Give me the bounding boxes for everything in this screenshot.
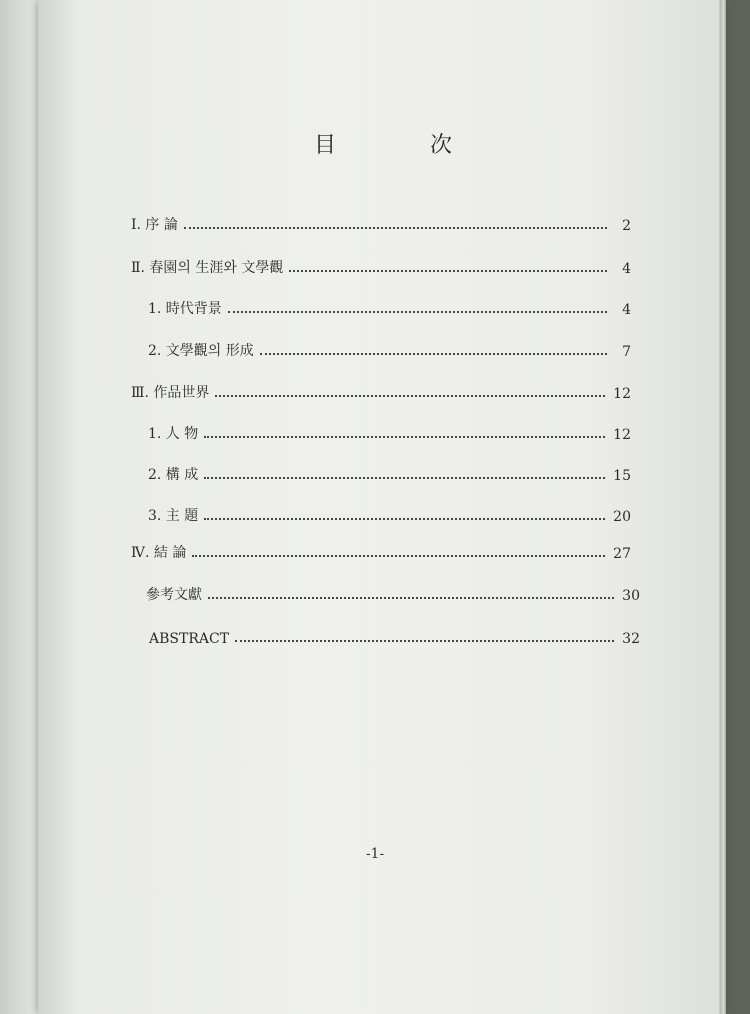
toc-entry	[146, 582, 640, 604]
toc-leader	[235, 640, 614, 642]
toc-entry-page: 4	[622, 302, 631, 318]
toc-leader	[204, 436, 605, 438]
page-number: -1-	[365, 846, 385, 862]
toc-title	[0, 128, 750, 158]
toc-entry	[131, 540, 631, 562]
toc-entry-page: 27	[613, 546, 631, 562]
toc-leader	[192, 555, 605, 557]
toc-entry-page: 30	[622, 588, 640, 604]
toc-entry-label: Ⅲ. 作品世界	[131, 385, 210, 401]
toc-entry-label: Ⅰ. 序 論	[131, 217, 178, 233]
toc-entry-label: 1. 時代背景	[148, 301, 222, 317]
toc-entry-label: 1. 人 物	[148, 426, 199, 442]
toc-entry-label: 2. 文學觀의 形成	[148, 343, 254, 359]
toc-leader	[204, 518, 605, 520]
toc-entry-page: 15	[613, 468, 631, 484]
toc-entry-label: 3. 主 題	[148, 508, 199, 524]
toc-leader	[208, 597, 614, 599]
toc-entry-page: 32	[622, 631, 640, 647]
toc-entry-page: 12	[613, 386, 631, 402]
toc-title-char-2: 次	[430, 133, 454, 158]
toc-entry-label: Ⅱ. 春園의 生涯와 文學觀	[131, 260, 284, 276]
toc-entry	[148, 503, 631, 525]
toc-entry-label: 2. 構 成	[148, 467, 199, 483]
toc-leader	[260, 353, 607, 355]
toc-title-char-1: 目	[314, 133, 338, 158]
toc-entry	[148, 296, 631, 318]
toc-entry-label: Ⅳ. 結 論	[131, 545, 187, 561]
toc-entry-label: 參考文獻	[146, 587, 202, 603]
toc-entry	[148, 421, 631, 443]
toc-leader	[215, 395, 605, 397]
toc-entry	[131, 255, 631, 277]
toc-entry-page: 20	[613, 509, 631, 525]
toc-leader	[228, 311, 607, 313]
toc-entry	[131, 380, 631, 402]
toc-leader	[204, 477, 605, 479]
toc-entry-page: 7	[622, 344, 631, 360]
toc-leader	[184, 227, 607, 229]
toc-leader	[289, 270, 607, 272]
toc-entry	[148, 338, 631, 360]
toc-entry-page: 12	[613, 427, 631, 443]
toc-entry-label: ABSTRACT	[149, 631, 230, 647]
toc-entry	[131, 212, 631, 234]
toc-entry	[149, 625, 640, 647]
toc-entry	[148, 462, 631, 484]
toc-entry-page: 2	[622, 218, 631, 234]
toc-entry-page: 4	[622, 261, 631, 277]
